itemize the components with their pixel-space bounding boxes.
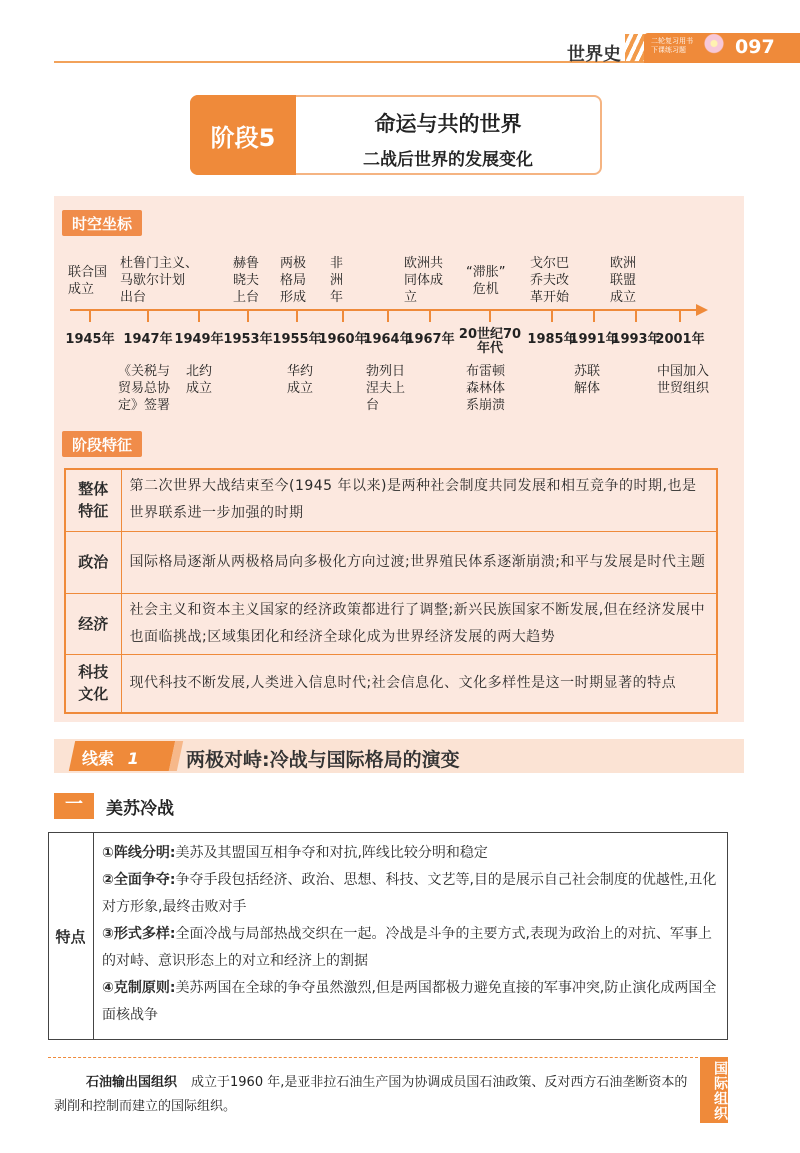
feature-key: 经济 xyxy=(65,593,121,654)
section-number: 一 xyxy=(54,793,94,819)
timeline-tick xyxy=(198,310,200,322)
feature-key: 整体 特征 xyxy=(65,469,121,531)
timeline-event-below: 布雷顿 森林体 系崩溃 xyxy=(466,364,506,413)
timeline-year: 1949年 xyxy=(174,332,224,347)
header-tiny-note: 二轮复习用书 下课练习题 xyxy=(651,37,693,54)
timeline-event-below: 华约 成立 xyxy=(287,364,314,396)
timeline-year: 1993年 xyxy=(611,332,661,347)
clue-tag xyxy=(82,746,139,769)
timeline-tick xyxy=(635,310,637,322)
timeline-year: 1964年 xyxy=(363,332,413,347)
timeline-event-below: 苏联 解体 xyxy=(574,364,601,396)
footnote-divider xyxy=(48,1057,698,1058)
cold-war-list xyxy=(102,840,720,1029)
list-item xyxy=(102,975,720,1029)
flower-icon xyxy=(702,30,726,60)
timeline-tag: 时空坐标 xyxy=(62,210,142,236)
item-text: 美苏及其盟国互相争夺和对抗,阵线比较分明和稳定 xyxy=(175,845,488,861)
clue-tag-label: 线索 xyxy=(82,749,115,768)
side-tab: 国际组织 xyxy=(700,1057,728,1123)
timeline-event-above: 两极 格局 形成 xyxy=(280,256,307,305)
stage-subtitle: 二战后世界的发展变化 xyxy=(363,150,533,170)
timeline-year: 1945年 xyxy=(65,332,115,347)
feature-key: 科技 文化 xyxy=(65,654,121,713)
item-text: 争夺手段包括经济、政治、思想、科技、文艺等,目的是展示自己社会制度的优越性,丑化对方形象,最终击败对手 xyxy=(102,872,717,915)
timeline-arrow-icon xyxy=(696,304,708,316)
item-label: ②全面争夺: xyxy=(102,872,176,888)
footnote xyxy=(54,1071,694,1119)
page-number: 097 xyxy=(735,36,775,58)
table-row xyxy=(65,593,717,654)
timeline-event-below: 勃列日 涅夫上 台 xyxy=(366,364,406,413)
feature-key: 政治 xyxy=(65,531,121,593)
timeline-axis xyxy=(70,309,698,311)
item-label: ④克制原则: xyxy=(102,980,176,996)
timeline-year: 1967年 xyxy=(405,332,455,347)
table-row xyxy=(65,469,717,531)
timeline-event-above: 联合国 成立 xyxy=(68,265,108,297)
timeline-event-below: 《关税与 贸易总协 定》签署 xyxy=(118,364,171,413)
timeline-year: 1947年 xyxy=(123,332,173,347)
item-label: ③形式多样: xyxy=(102,926,176,942)
clue-title: 两极对峙:冷战与国际格局的演变 xyxy=(186,749,460,771)
stage-title: 命运与共的世界 xyxy=(374,112,522,136)
timeline-year: 1955年 xyxy=(272,332,322,347)
timeline-tick xyxy=(147,310,149,322)
feature-value: 社会主义和资本主义国家的经济政策都进行了调整;新兴民族国家不断发展,但在经济发展中也面临挑战;区域集团化和经济全球化成为世界经济发展的两大趋势 xyxy=(121,593,717,654)
timeline-tick xyxy=(593,310,595,322)
timeline-event-above: “滞胀” 危机 xyxy=(466,265,506,297)
timeline-tick xyxy=(296,310,298,322)
features-tag: 阶段特征 xyxy=(62,431,142,457)
timeline-tick xyxy=(342,310,344,322)
timeline-year: 1960年 xyxy=(318,332,368,347)
table-row xyxy=(65,654,717,713)
timeline-event-above: 非 洲 年 xyxy=(330,256,344,305)
timeline-tick xyxy=(551,310,553,322)
timeline-year: 1991年 xyxy=(569,332,619,347)
timeline-year: 20世纪70年代 xyxy=(458,327,522,356)
cold-war-key: 特点 xyxy=(48,832,94,1040)
timeline-tick xyxy=(247,310,249,322)
stage-badge: 阶段5 xyxy=(190,95,296,175)
timeline-event-above: 欧洲共 同体成 立 xyxy=(404,256,444,305)
feature-value: 现代科技不断发展,人类进入信息时代;社会信息化、文化多样性是这一时期显著的特点 xyxy=(121,654,717,713)
timeline-event-above: 赫鲁 晓夫 上台 xyxy=(233,256,260,305)
features-table xyxy=(64,468,718,714)
timeline-tick xyxy=(387,310,389,322)
timeline-event-below: 北约 成立 xyxy=(186,364,213,396)
timeline-tick xyxy=(679,310,681,322)
section-title: 美苏冷战 xyxy=(106,799,174,819)
list-item xyxy=(102,867,720,921)
item-text: 全面冷战与局部热战交织在一起。冷战是斗争的主要方式,表现为政治上的对抗、军事上的对峙、意识形态上的对立和经济上的割据 xyxy=(102,926,712,969)
timeline-event-above: 欧洲 联盟 成立 xyxy=(610,256,637,305)
timeline-event-above: 戈尔巴 乔夫改 革开始 xyxy=(530,256,570,305)
footnote-term: 石油输出国组织 xyxy=(86,1075,178,1090)
table-row xyxy=(65,531,717,593)
item-label: ①阵线分明: xyxy=(102,845,176,861)
footnote-text: 成立于1960 年,是亚非拉石油生产国为协调成员国石油政策、反对西方石油垄断资本的剥削和控制而建立的国际组织。 xyxy=(54,1075,688,1114)
feature-value: 第二次世界大战结束至今(1945 年以来)是两种社会制度共同发展和相互竞争的时期,也是世界联系进一步加强的时期 xyxy=(121,469,717,531)
timeline-year: 2001年 xyxy=(655,332,705,347)
timeline-year: 1985年 xyxy=(527,332,577,347)
timeline-year: 1953年 xyxy=(223,332,273,347)
item-text: 美苏两国在全球的争夺虽然激烈,但是两国都极力避免直接的军事冲突,防止演化成两国全面核战争 xyxy=(102,980,717,1023)
timeline-tick xyxy=(429,310,431,322)
list-item xyxy=(102,840,720,867)
timeline-event-below: 中国加入 世贸组织 xyxy=(657,364,710,396)
timeline-tick xyxy=(89,310,91,322)
list-item xyxy=(102,921,720,975)
timeline-tick xyxy=(489,310,491,322)
clue-tag-number: 1 xyxy=(127,749,139,768)
feature-value: 国际格局逐渐从两极格局向多极化方向过渡;世界殖民体系逐渐崩溃;和平与发展是时代主题 xyxy=(121,531,717,593)
timeline-event-above: 杜鲁门主义、 马歇尔计划 出台 xyxy=(120,256,199,305)
header-section-title: 世界史 xyxy=(567,44,621,65)
